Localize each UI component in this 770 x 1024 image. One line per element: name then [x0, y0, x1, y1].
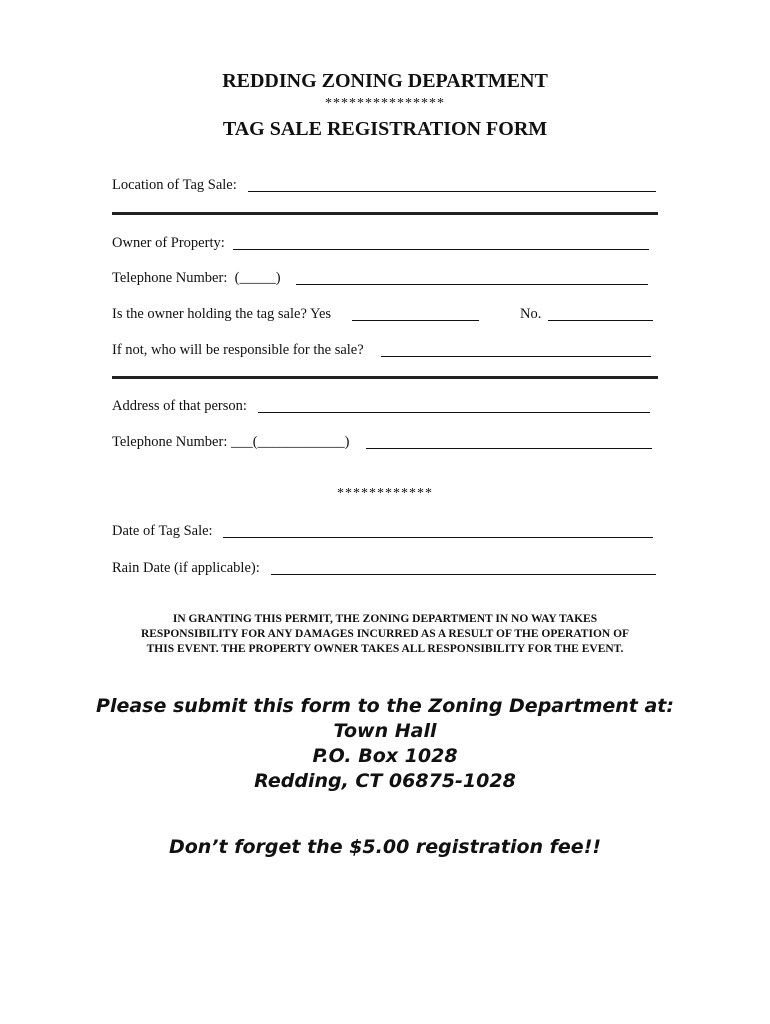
- responsible-person-field[interactable]: [381, 356, 651, 357]
- address-field[interactable]: [258, 412, 650, 413]
- stars-divider-mid: ************: [337, 486, 433, 501]
- telephone-2-label-text: Telephone Number:: [112, 434, 228, 450]
- owner-field[interactable]: [233, 249, 649, 250]
- location-label: Location of Tag Sale:: [112, 177, 237, 193]
- telephone-2-label: [112, 434, 349, 451]
- submission-info: [0, 694, 770, 794]
- location-field[interactable]: [248, 191, 656, 192]
- disclaimer-line-1: IN GRANTING THIS PERMIT, THE ZONING DEPARTMENT IN NO WAY TAKES: [172, 613, 598, 625]
- telephone-label: [112, 270, 281, 287]
- disclaimer: [105, 612, 665, 657]
- rain-date-label: Rain Date (if applicable):: [112, 560, 260, 576]
- telephone-2-area-code[interactable]: ___(____________): [230, 434, 350, 450]
- telephone-area-code[interactable]: (_____): [234, 270, 281, 286]
- telephone-2-field[interactable]: [366, 448, 652, 449]
- submission-line-3: P.O. Box 1028: [312, 745, 458, 767]
- fee-reminder: Don’t forget the $5.00 registration fee!!: [168, 836, 602, 858]
- no-field[interactable]: [548, 320, 653, 321]
- submission-line-2: Town Hall: [333, 720, 437, 742]
- address-label: Address of that person:: [112, 398, 247, 414]
- yes-field[interactable]: [352, 320, 479, 321]
- section-divider-1: [112, 212, 658, 215]
- no-label: No.: [520, 306, 542, 322]
- stars-divider-top: ***************: [325, 96, 445, 111]
- disclaimer-line-3: THIS EVENT. THE PROPERTY OWNER TAKES ALL RESPONSIBILITY FOR THE EVENT.: [146, 643, 624, 655]
- disclaimer-line-2: RESPONSIBILITY FOR ANY DAMAGES INCURRED AS A RESULT OF THE OPERATION OF: [140, 628, 630, 640]
- responsible-person-label: If not, who will be responsible for the sale?: [112, 342, 364, 358]
- telephone-field[interactable]: [296, 284, 648, 285]
- department-title: REDDING ZONING DEPARTMENT: [222, 70, 548, 92]
- date-label: Date of Tag Sale:: [112, 523, 213, 539]
- rain-date-field[interactable]: [271, 574, 656, 575]
- telephone-label-text: Telephone Number:: [112, 270, 228, 286]
- section-divider-2: [112, 376, 658, 379]
- date-field[interactable]: [223, 537, 653, 538]
- form-title: TAG SALE REGISTRATION FORM: [222, 118, 548, 140]
- submission-line-4: Redding, CT 06875-1028: [254, 770, 516, 792]
- owner-label: Owner of Property:: [112, 235, 225, 251]
- owner-holding-label: Is the owner holding the tag sale? Yes: [112, 306, 332, 322]
- submission-line-1: Please submit this form to the Zoning Department at:: [96, 695, 674, 717]
